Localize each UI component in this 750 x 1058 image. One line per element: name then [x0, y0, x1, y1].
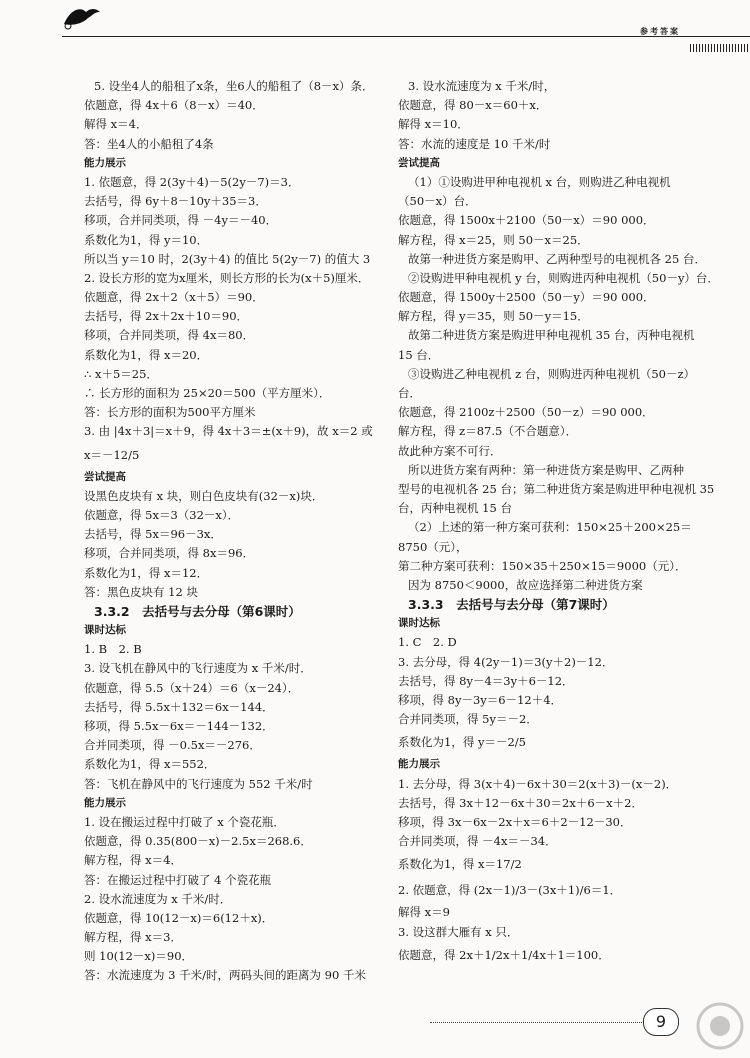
text-line: 所以进货方案有两种：第一种进货方案是购甲、乙两种 — [408, 462, 684, 477]
text-line: 系数化为1，得 x＝12． — [84, 565, 209, 580]
text-line: 2. 设水流速度为 x 千米/时． — [84, 891, 232, 906]
text-line: 依题意，得 10(12－x)＝6(12＋x)． — [84, 910, 274, 925]
text-line: 依题意，得 5x＝3（32－x）． — [84, 507, 240, 522]
text-line: 3. 设飞机在静风中的飞行速度为 x 千米/时． — [84, 661, 312, 676]
lesson-title: 3.3.3 去括号与去分母（第7课时） — [408, 597, 615, 613]
text-line: 解方程，得 z＝87.5（不合题意）． — [398, 424, 578, 439]
text-line: 因为 8750＜9000，故应选择第二种进货方案 — [408, 577, 643, 592]
text-line: 依题意，得 0.35(800－x)－2.5x＝268.6． — [84, 834, 312, 849]
text-line: 答：水流的速度是 10 千米/时 — [398, 136, 551, 151]
text-line: 解得 x＝10． — [398, 117, 469, 132]
text-line: 所以当 y＝10 时，2(3y＋4) 的值比 5(2y－7) 的值大 3 — [84, 251, 371, 266]
text-line: 合并同类项，得 －0.5x＝－276． — [84, 738, 261, 753]
text-line: 3. 由 |4x＋3|＝x＋9，得 4x＋3＝±(x＋9)，故 x＝2 或 — [84, 424, 373, 439]
text-line: ∴ 长方形的面积为 25×20＝500（平方厘米）． — [84, 386, 331, 400]
text-line: 依题意，得 2x＋1/2x＋1/4x＋1＝100． — [398, 947, 610, 962]
section-heading: 能力展示 — [398, 758, 440, 771]
text-line: 系数化为1，得 y＝－2/5 — [398, 735, 526, 750]
text-line: 依题意，得 80－x＝60＋x． — [398, 98, 548, 113]
text-line: x＝－12/5 — [84, 447, 140, 462]
text-line: 解方程，得 x＝3． — [84, 930, 182, 945]
text-line: 系数化为1，得 x＝20． — [84, 347, 209, 362]
text-line: 解得 x＝4． — [84, 117, 148, 132]
text-line: 1. 依题意，得 2(3y＋4)－5(2y－7)＝3． — [84, 174, 300, 189]
text-line: 5. 设坐4人的船租了x条，坐6人的船租了（8－x）条． — [94, 79, 374, 93]
text-line: 1. 去分母，得 3(x＋4)－6x＋30＝2(x＋3)－(x－2)． — [398, 776, 678, 791]
text-line: 故第一种进货方案是购甲、乙两种型号的电视机各 25 台． — [408, 251, 706, 266]
text-line: 1. B 2. B — [84, 642, 142, 657]
page-number: 9 — [643, 1008, 679, 1036]
text-line: 答：水流速度为 3 千米/时，两码头间的距离为 90 千米 — [84, 968, 366, 983]
text-line: 系数化为1，得 y＝10． — [84, 232, 209, 247]
section-heading: 课时达标 — [84, 624, 126, 637]
text-line: 答：飞机在静风中的飞行速度为 552 千米/时 — [84, 776, 313, 791]
text-line: 合并同类项，得 5y＝－2． — [398, 712, 538, 727]
text-line: 去括号，得 5.5x＋132＝6x－144． — [84, 699, 274, 714]
bird-logo-icon — [62, 2, 102, 30]
text-line: 3. 设这群大雁有 x 只． — [398, 924, 519, 939]
text-line: 2. 依题意，得 (2x－1)/3－(3x＋1)/6＝1． — [398, 883, 622, 898]
text-line: ②设购进甲种电视机 y 台，则购进丙种电视机（50－y）台． — [408, 270, 719, 285]
text-line: 1. C 2. D — [398, 635, 457, 650]
header-title: 参考答案 — [640, 27, 680, 36]
footer-dotted-rule — [430, 1022, 650, 1024]
text-line: 解得 x＝9 — [398, 905, 450, 920]
text-line: 去括号，得 5x＝96－3x． — [84, 527, 222, 542]
corner-decoration — [690, 44, 748, 52]
text-line: 台． — [398, 386, 421, 400]
text-line: 答：黑色皮块有 12 块 — [84, 584, 198, 599]
right-column — [398, 77, 728, 968]
text-line: 移项，得 3x－6x－2x＋x＝6＋2－12－30． — [398, 814, 632, 829]
text-line: 移项，合并同类项，得 4x＝80． — [84, 328, 255, 343]
text-line: 去括号，得 2x＋2x＋10＝90． — [84, 309, 249, 324]
text-line: 第二种方案可获利：150×35＋250×15＝9000（元）． — [398, 558, 687, 573]
text-line: 3. 设水流速度为 x 千米/时， — [408, 79, 556, 93]
text-line: 移项，得 8y－3y＝6－12＋4． — [398, 693, 563, 707]
left-column — [84, 77, 404, 986]
text-line: 解方程，得 x＝4． — [84, 853, 182, 868]
text-line: （1）①设购进甲种电视机 x 台，则购进乙种电视机 — [408, 174, 671, 189]
text-line: 台，丙种电视机 15 台 — [398, 501, 512, 516]
text-line: 移项，合并同类项，得 8x＝96． — [84, 546, 255, 561]
section-heading: 课时达标 — [398, 617, 440, 630]
section-heading: 尝试提高 — [398, 156, 440, 169]
text-line: 依题意，得 2x＋2（x＋5）＝90． — [84, 290, 264, 305]
text-line: 依题意，得 4x＋6（8－x）＝40． — [84, 98, 264, 113]
text-line: 3. 去分母，得 4(2y－1)＝3(y＋2)－12． — [398, 654, 614, 669]
text-line: （2）上述的第一种方案可获利：150×25＋200×25＝ — [408, 520, 692, 535]
text-line: 答：在搬运过程中打破了 4 个瓷花瓶 — [84, 872, 272, 887]
text-line: 型号的电视机各 25 台；第二种进货方案是购进甲种电视机 35 — [398, 481, 715, 496]
text-line: ③设购进乙种电视机 z 台，则购进丙种电视机（50－z） — [408, 366, 696, 381]
page-header — [0, 0, 750, 50]
text-line: 移项，合并同类项，得 －4y＝－40． — [84, 213, 278, 228]
section-heading: 能力展示 — [84, 156, 126, 169]
text-line: 依题意，得 1500y＋2500（50－y）＝90 000． — [398, 290, 655, 305]
text-line: 去括号，得 6y＋8－10y＋35＝3． — [84, 194, 267, 209]
text-line: 依题意，得 5.5（x＋24）＝6（x－24）． — [84, 680, 300, 695]
text-line: 1. 设在搬运过程中打破了 x 个瓷花瓶． — [84, 814, 285, 829]
text-line: 答：长方形的面积为500平方厘米 — [84, 405, 256, 420]
text-line: ∴ x＋5＝25． — [84, 366, 158, 381]
text-line: 解方程，得 y＝35，则 50－y＝15． — [398, 309, 589, 324]
section-heading: 尝试提高 — [84, 470, 126, 483]
watermark-stamp-icon — [660, 990, 748, 1056]
text-line: 15 台． — [398, 347, 440, 362]
text-line: 解方程，得 x＝25，则 50－x＝25． — [398, 232, 589, 247]
text-line: 8750（元）， — [398, 539, 468, 554]
text-line: 系数化为1，得 x＝552． — [84, 757, 216, 772]
text-line: 合并同类项，得 －4x＝－34． — [398, 834, 557, 849]
text-line: 故此种方案不可行． — [398, 443, 502, 458]
text-line: 依题意，得 2100z＋2500（50－z）＝90 000． — [398, 405, 654, 420]
text-line: 则 10(12－x)＝90． — [84, 949, 194, 964]
section-heading: 能力展示 — [84, 796, 126, 809]
text-line: 故第二种进货方案是购进甲种电视机 35 台，丙种电视机 — [408, 328, 695, 343]
text-line: 去括号，得 8y－4＝3y＋6－12． — [398, 673, 574, 688]
text-line: 移项，得 5.5x－6x＝－144－132． — [84, 719, 274, 733]
text-line: （50－x）台． — [398, 194, 477, 209]
text-line: 依题意，得 1500x＋2100（50－x）＝90 000． — [398, 213, 655, 228]
text-line: 系数化为1，得 x＝17/2 — [398, 857, 522, 872]
text-line: 去括号，得 3x＋12－6x＋30＝2x＋6－x＋2． — [398, 795, 643, 810]
text-line: 2. 设长方形的宽为x厘米，则长方形的长为(x＋5)厘米． — [84, 270, 370, 285]
lesson-title: 3.3.2 去括号与去分母（第6课时） — [94, 603, 301, 619]
text-line: 答：坐4人的小船租了4条 — [84, 136, 214, 151]
text-line: 设黑色皮块有 x 块，则白色皮块有(32－x)块． — [84, 488, 324, 503]
